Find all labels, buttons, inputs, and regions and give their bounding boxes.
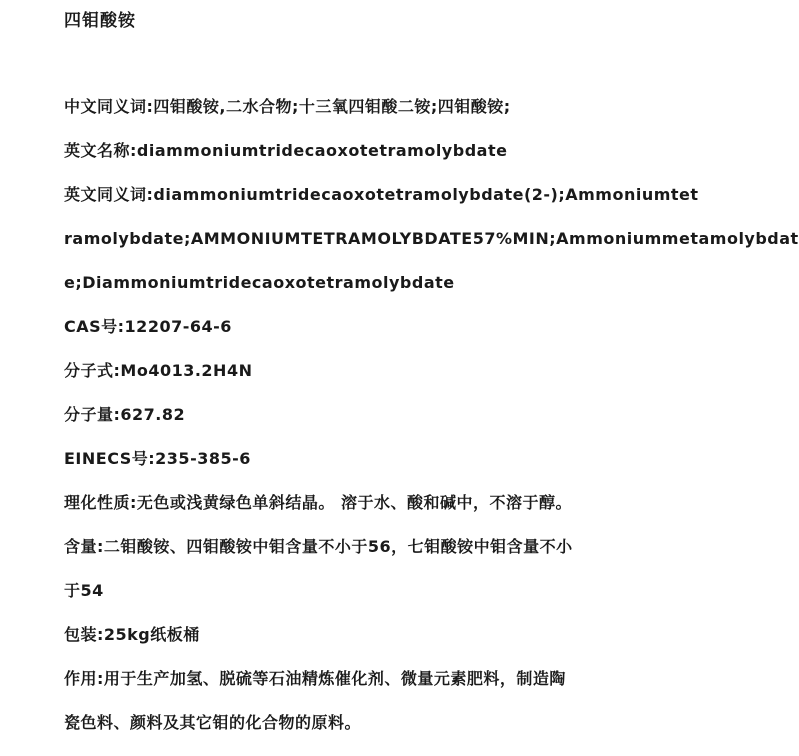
text-line-english-synonyms: 英文同义词:diammoniumtridecaoxotetramolybdate(2-);Ammoniumtet — [64, 185, 699, 204]
text-line-content-cont: 于54 — [64, 581, 104, 600]
text-line-usage: 作用:用于生产加氢、脱硫等石油精炼催化剂、微量元素肥料，制造陶 — [64, 669, 566, 688]
text-line-content: 含量:二钼酸铵、四钼酸铵中钼含量不小于56，七钼酸铵中钼含量不小 — [64, 537, 573, 556]
text-line-english-synonyms-cont-2: e;Diammoniumtridecaoxotetramolybdate — [64, 273, 455, 292]
text-line-molecular-formula: 分子式:Mo4013.2H4N — [64, 361, 253, 380]
text-line-cas-number: CAS号:12207-64-6 — [64, 317, 232, 336]
text-line-english-name: 英文名称:diammoniumtridecaoxotetramolybdate — [64, 141, 508, 160]
text-line-properties: 理化性质:无色或浅黄绿色单斜结晶。 溶于水、酸和碱中，不溶于醇。 — [64, 493, 572, 512]
text-line-packaging: 包装:25kg纸板桶 — [64, 625, 200, 644]
product-info — [64, 96, 799, 756]
text-line-molecular-weight: 分子量:627.82 — [64, 405, 186, 424]
text-line-chinese-synonyms: 中文同义词:四钼酸铵,二水合物;十三氧四钼酸二铵;四钼酸铵; — [64, 97, 511, 116]
text-line-english-synonyms-cont-1: ramolybdate;AMMONIUMTETRAMOLYBDATE57%MIN;Ammoniummetamolybdat — [64, 229, 799, 248]
text-line-einecs-number: EINECS号:235-385-6 — [64, 449, 251, 468]
text-line-usage-cont: 瓷色料、颜料及其它钼的化合物的原料。 — [64, 713, 362, 732]
page-title: 四钼酸铵 — [64, 11, 136, 31]
